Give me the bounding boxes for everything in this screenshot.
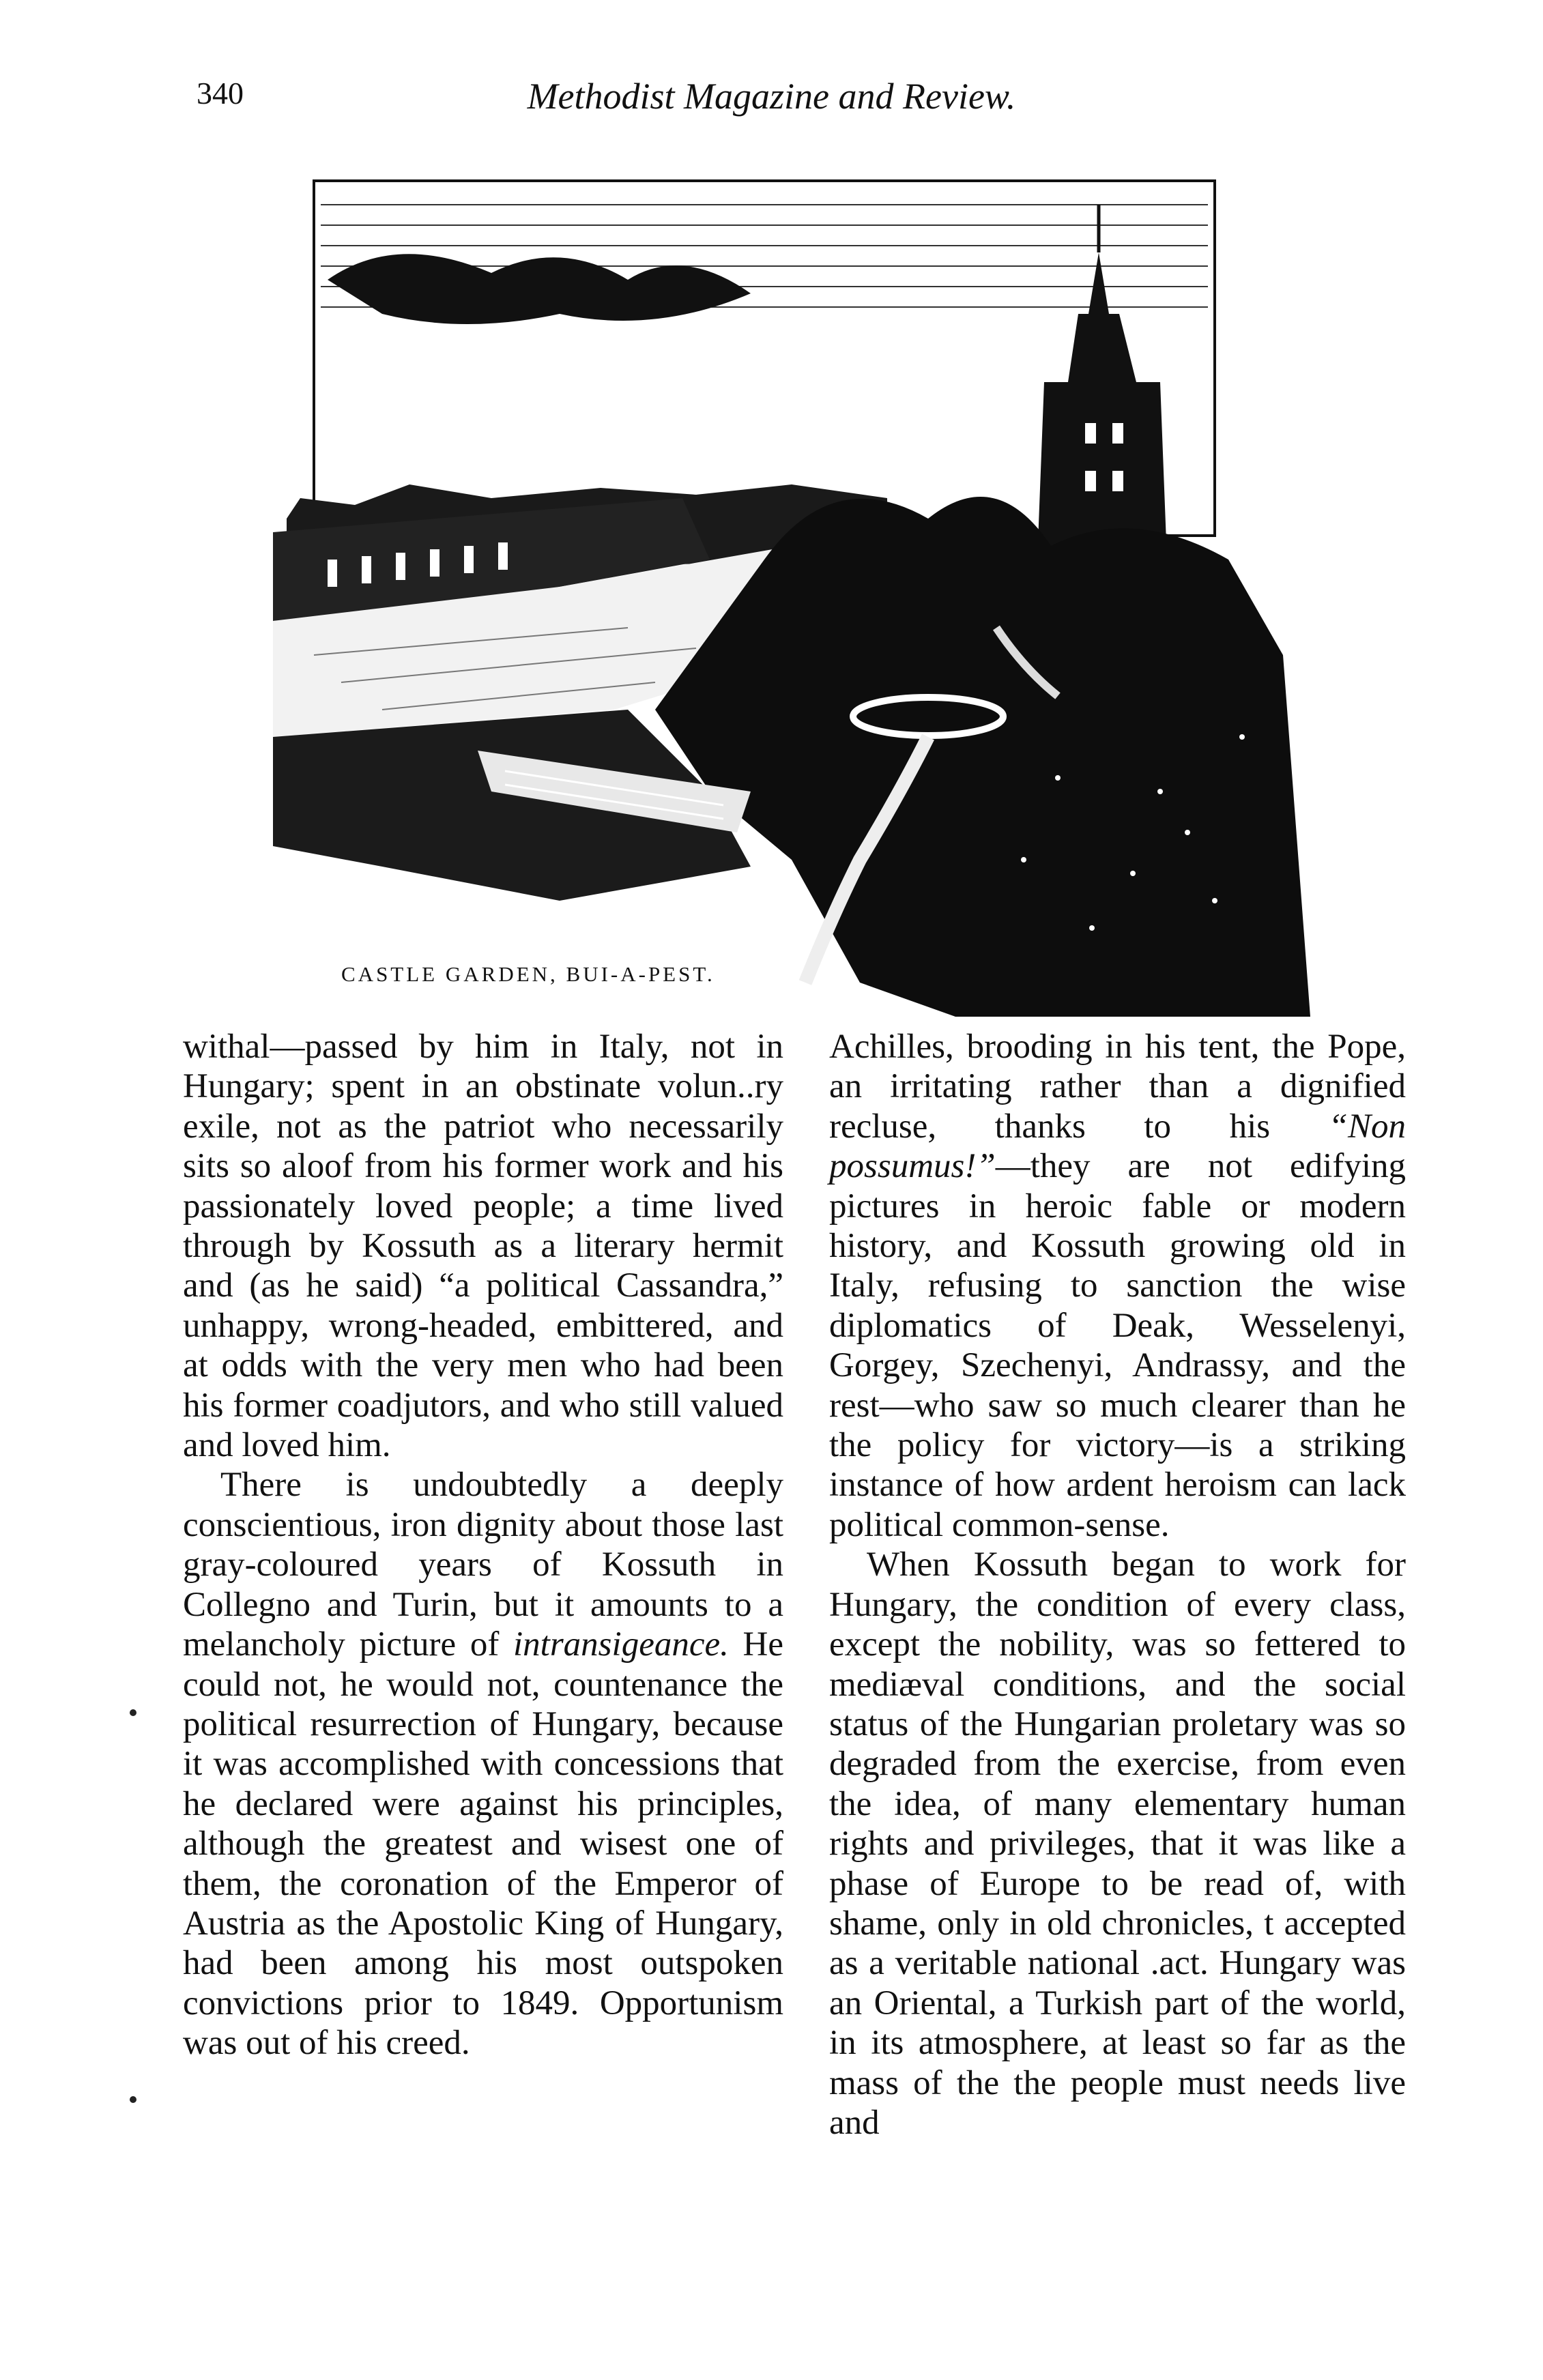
- castle-garden-engraving: [273, 177, 1310, 1017]
- left-paragraph-2: [183, 1465, 783, 2063]
- right-paragraph-1-italic: “Non possumus!”: [829, 1107, 1406, 1186]
- figure-caption: CASTLE GARDEN, BUI-A-PEST.: [341, 962, 715, 986]
- right-paragraph-1-start: Achilles, brooding in his tent, the Pope, an irritating rather than a dignified recluse, thanks to his: [829, 1028, 1406, 1146]
- left-column: [183, 1027, 783, 2063]
- engraving-illustration: [273, 177, 1310, 1017]
- margin-mark-dot: [130, 1709, 136, 1716]
- page-number: 340: [197, 76, 244, 111]
- right-paragraph-1-end: —they are not edifying pictures in heroic fable or modern history, and Kossuth growing old in Italy, refusing to sanction the wise diplomatics of Deak, Wesselenyi, Gorgey, Szechenyi, Andrassy, and the rest—who saw so much clearer than he the policy for victory—is a striking instance of how ardent heroism can lack political common-sense.: [829, 1147, 1406, 1544]
- right-paragraph-2: When Kossuth began to work for Hungary, the condition of every class, except the nobility, was so fettered to mediæval conditions, and the social status of the Hungarian proletary was so degraded from the exercise, from even the idea, of many elementary human rights and privileges, that it was like a phase of Europe to be read of, with shame, only in old chronicles, t accepted as a veritable national .act. Hungary was an Oriental, a Turkish part of the world, in its atmosphere, at least so far as the mass of the the people must needs live and: [829, 1545, 1406, 2142]
- left-paragraph-2-end: He could not, he would not, countenance the political resurrection of Hungary, because it was accomplished with concessions that he declared were against his principles, although the greatest and wisest one of them, the coronation of the Emperor of Austria as the Apostolic King of Hungary, had been among his most outspoken convictions prior to 1849. Opportunism was out of his creed.: [183, 1625, 784, 2063]
- left-paragraph-2-start: There is undoubtedly a deeply conscientious, iron dignity about those last gray-coloured years of Kossuth in Collegno and Turin, but it amounts to a melancholy picture of: [183, 1466, 783, 1664]
- page-header: [0, 75, 1543, 136]
- right-column: [829, 1027, 1406, 2143]
- left-paragraph-2-italic: intransigeance.: [513, 1625, 729, 1664]
- margin-mark-dot: [130, 2096, 136, 2103]
- running-title: Methodist Magazine and Review.: [527, 76, 1016, 117]
- left-paragraph-1: withal—passed by him in Italy, not in Hungary; spent in an obstinate volun..ry exile, not as the patriot who necessarily sits so aloof from his former work and his passionately loved people; a time lived through by Kossuth as a literary hermit and (as he said) “a political Cassandra,” unhappy, wrong-headed, embittered, and at odds with the very men who had been his former coadjutors, and who still valued and loved him.: [183, 1028, 783, 1465]
- right-paragraph-1: [829, 1027, 1406, 1545]
